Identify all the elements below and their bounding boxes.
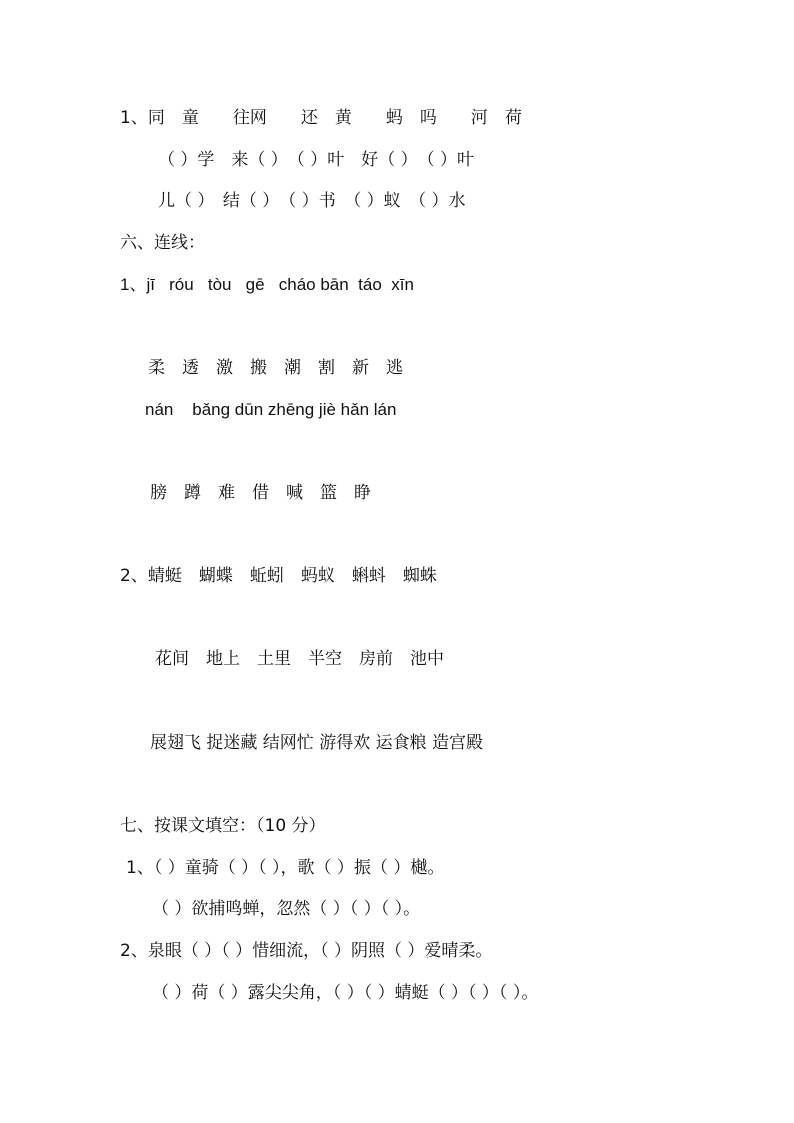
- section5-q1-row1: （ ）学 来（ ） （ ）叶 好（ ） （ ）叶: [158, 150, 475, 170]
- section7-q1-line1: 1、（ ）童骑（ ）（ ），歌（ ）振（ ）樾。: [126, 858, 445, 878]
- section7-q1-line2: （ ）欲捕鸣蝉，忽然（ ）（ ）（ ）。: [152, 899, 421, 919]
- section5-q1-words: 1、同 童 往网 还 黄 蚂 吗 河 荷: [120, 108, 522, 128]
- section7-q2-line2: （ ）荷（ ）露尖尖角，（ ）（ ）蜻蜓（ ）（ ）（ ）。: [152, 983, 539, 1003]
- section6-q1-pinyin-row2: nán bǎng dūn zhēng jiè hǎn lán: [145, 400, 397, 419]
- section6-q2-insects: 2、蜻蜓 蝴蝶 蚯蚓 蚂蚁 蝌蚪 蜘蛛: [120, 566, 437, 586]
- section6-q1-chars-row2: 膀 蹲 难 借 喊 篮 睁: [150, 483, 371, 503]
- section6-q1-pinyin-row1: 1、jī róu tòu gē cháo bān táo xīn: [120, 275, 414, 294]
- section6-heading: 六、连线：: [120, 233, 205, 253]
- section6-q2-places: 花间 地上 土里 半空 房前 池中: [155, 649, 444, 669]
- section6-q2-actions: 展翅飞 捉迷藏 结网忙 游得欢 运食粮 造宫殿: [150, 733, 484, 753]
- section7-q2-line1: 2、泉眼（ ）（ ）惜细流，（ ）阴照（ ）爱晴柔。: [120, 941, 493, 961]
- section6-q1-chars-row1: 柔 透 激 搬 潮 割 新 逃: [148, 358, 403, 378]
- section7-heading: 七、按课文填空：（10 分）: [120, 816, 326, 836]
- section5-q1-row2: 儿（ ） 结（ ） （ ）书 （ ）蚁 （ ）水: [158, 191, 466, 211]
